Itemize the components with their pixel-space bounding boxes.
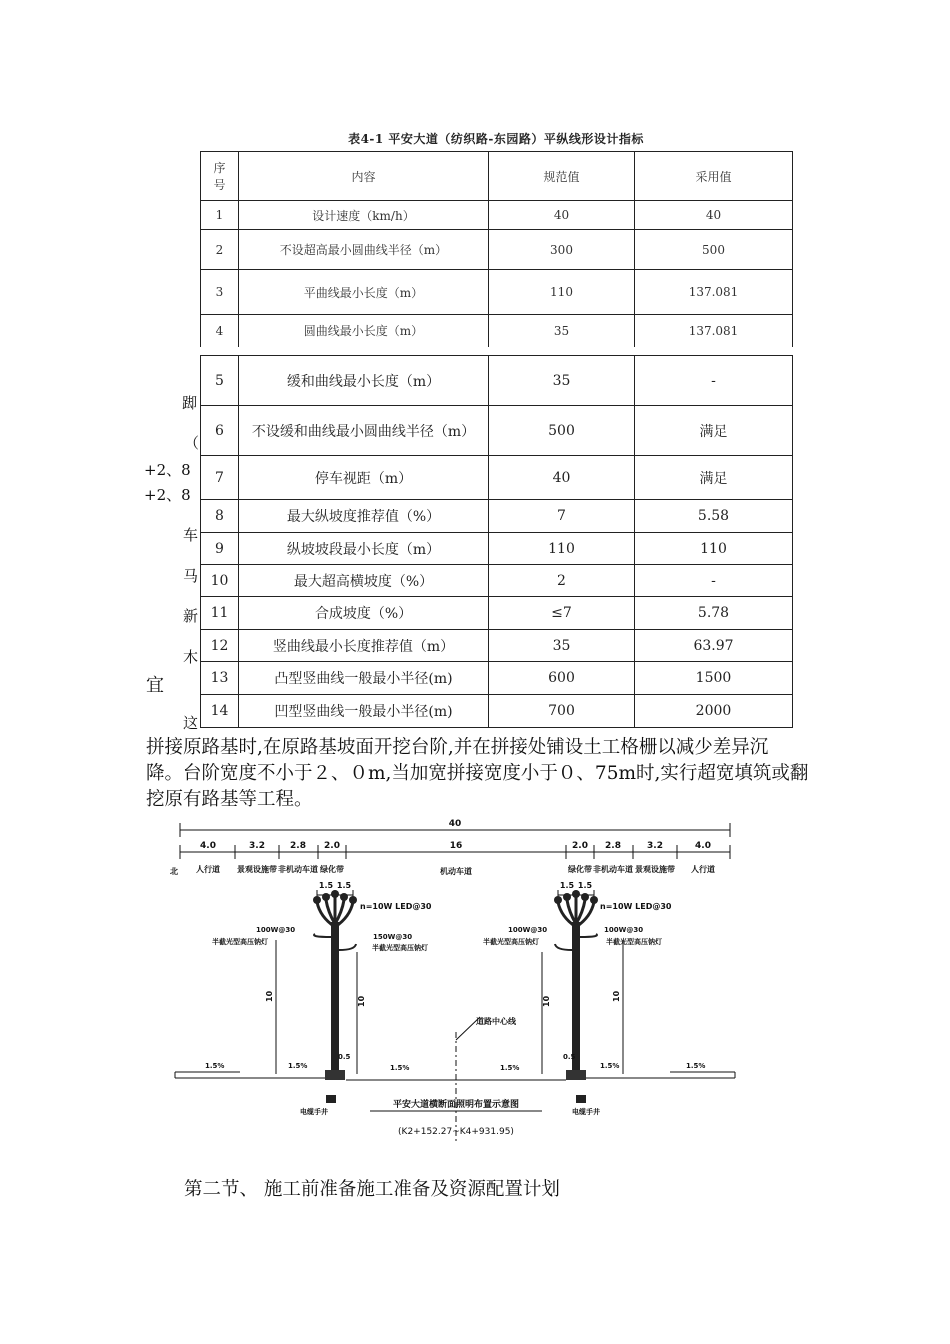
cell-norm: 500: [489, 406, 635, 456]
table-header-row: [201, 152, 793, 201]
dim-segment: 2.8: [605, 841, 621, 851]
cell-no: 12: [201, 630, 239, 662]
cell-no: 11: [201, 597, 239, 630]
body-paragraph: [146, 735, 809, 813]
table-caption: 表4-1 平安大道（纺织路-东园路）平纵线形设计指标: [348, 132, 644, 146]
pole-height: 10: [612, 990, 621, 1002]
cell-content: 不设缓和曲线最小圆曲线半径（m）: [239, 406, 489, 456]
cell-norm: ≤7: [489, 597, 635, 630]
table-row: [201, 630, 793, 662]
side-fragment: 车: [183, 526, 199, 544]
dim-segment: 2.8: [290, 841, 306, 851]
manhole-label: 电缆手井: [572, 1108, 600, 1116]
cell-content: 停车视距（m）: [239, 456, 489, 500]
cell-norm: 700: [489, 695, 635, 728]
cell-norm: 7: [489, 500, 635, 533]
cell-no: 5: [201, 356, 239, 406]
cell-adopt: 1500: [635, 662, 793, 695]
manhole-label: 电缆手井: [300, 1108, 328, 1116]
cell-content: 凹型竖曲线一般最小半径(m): [239, 695, 489, 728]
cell-norm: 40: [489, 201, 635, 230]
cell-content: 合成坡度（%）: [239, 597, 489, 630]
dim-segment: 2.0: [572, 841, 588, 851]
dim-segment: 2.0: [324, 841, 340, 851]
dim-segment: 4.0: [695, 841, 711, 851]
zone-label: 非机动车道: [593, 865, 633, 874]
side-fragment: +2、8: [144, 461, 191, 479]
side-fragment: 踋: [182, 394, 198, 412]
table-row: [201, 406, 793, 456]
zone-label: 景观设施带: [635, 865, 675, 874]
cell-norm: 35: [489, 356, 635, 406]
zone-label: 景观设施带: [237, 865, 277, 874]
dim-segment: 4.0: [200, 841, 216, 851]
pole-height: 10: [357, 995, 366, 1007]
led-label: n=10W LED@30: [360, 902, 432, 911]
slope-label: 1.5%: [500, 1064, 520, 1072]
table-row: [201, 270, 793, 315]
lamp-150-label: 150W@30: [373, 933, 413, 941]
arm-dim: 1.5: [577, 881, 593, 890]
cell-content: 缓和曲线最小长度（m）: [239, 356, 489, 406]
zone-label: 人行道: [691, 865, 715, 874]
side-fragment: 新: [183, 607, 199, 625]
side-fragment: 木: [183, 648, 199, 666]
cell-norm: 110: [489, 533, 635, 565]
header-adopt: 采用值: [635, 152, 793, 201]
dim-segment: 3.2: [249, 841, 265, 851]
cell-norm: 35: [489, 315, 635, 347]
section-heading: 第二节、 施工前准备施工准备及资源配置计划: [184, 1179, 560, 1200]
paragraph-line: 拼接原路基时,在原路基坡面开挖台阶,并在拼接处铺设土工格栅以减少差异沉: [146, 737, 769, 758]
cell-adopt: 5.78: [635, 597, 793, 630]
cell-adopt: 满足: [635, 406, 793, 456]
lamp-desc: 半截光型高压钠灯: [212, 938, 268, 946]
manhole-left: [326, 1095, 336, 1103]
lamp-100-label: 100W@30: [604, 926, 644, 934]
table-row: [201, 500, 793, 533]
table-row: [201, 356, 793, 406]
cell-adopt: 137.081: [635, 315, 793, 347]
header-seq: [201, 152, 239, 201]
zone-label: 人行道: [196, 865, 220, 874]
cell-content: 纵坡坡段最小长度（m）: [239, 533, 489, 565]
header-content: 内容: [239, 152, 489, 201]
pole-height: 10: [265, 990, 274, 1002]
header-norm: 规范值: [489, 152, 635, 201]
dim-segment: 16: [449, 841, 463, 851]
cell-no: 1: [201, 201, 239, 230]
arm-dim: 1.5: [336, 881, 352, 890]
header-seq-line1: 序: [213, 161, 226, 175]
cell-no: 10: [201, 565, 239, 597]
manhole-right: [576, 1095, 586, 1103]
cell-content: 最大纵坡度推荐值（%）: [239, 500, 489, 533]
dim-total: 40: [448, 819, 462, 829]
cell-adopt: 40: [635, 201, 793, 230]
centerline-label: 道路中心线: [476, 1017, 516, 1026]
cell-content: 平曲线最小长度（m）: [239, 270, 489, 315]
table-row: [201, 662, 793, 695]
cell-adopt: 满足: [635, 456, 793, 500]
cell-norm: 300: [489, 230, 635, 270]
side-fragment: 这: [183, 714, 199, 732]
cell-norm: 600: [489, 662, 635, 695]
paragraph-line: 挖原有路基等工程。: [146, 789, 313, 810]
lamp-100-label: 100W@30: [508, 926, 548, 934]
zone-label: 北: [170, 867, 178, 876]
cell-content: 竖曲线最小长度推荐值（m）: [239, 630, 489, 662]
slope-label: 1.5%: [205, 1062, 225, 1070]
lamp-pole-left: [313, 890, 357, 1080]
cell-no: 2: [201, 230, 239, 270]
dim-segment: 3.2: [647, 841, 663, 851]
slope-label: 1.5%: [390, 1064, 410, 1072]
zone-label: 绿化带: [568, 865, 592, 874]
cell-adopt: 5.58: [635, 500, 793, 533]
slope-label: 1.5%: [288, 1062, 308, 1070]
lamp-desc: 半截光型高压钠灯: [606, 938, 662, 946]
cell-content: 凸型竖曲线一般最小半径(m): [239, 662, 489, 695]
cell-content: 不设超高最小圆曲线半径（m）: [239, 230, 489, 270]
cell-no: 8: [201, 500, 239, 533]
side-fragment: （: [184, 434, 200, 452]
table-row: [201, 533, 793, 565]
cross-section-diagram: [160, 812, 760, 1142]
table-row: [201, 597, 793, 630]
slope-label: 1.5%: [686, 1062, 706, 1070]
diagram-title: 平安大道横断面照明布置示意图: [392, 1100, 520, 1110]
cell-no: 7: [201, 456, 239, 500]
table-row: [201, 201, 793, 230]
paragraph-line: 降。台阶宽度不小于２、０m,当加宽拼接宽度小于０、75m时,实行超宽填筑或翻: [146, 763, 809, 784]
led-label: n=10W LED@30: [600, 902, 672, 911]
pole-base: 0.5: [563, 1053, 576, 1061]
lamp-100-label: 100W@30: [256, 926, 296, 934]
cell-adopt: 137.081: [635, 270, 793, 315]
table-row: [201, 315, 793, 347]
zone-label: 绿化带: [320, 865, 344, 874]
pole-height: 10: [542, 995, 551, 1007]
arm-dim: 1.5: [318, 881, 334, 890]
cell-no: 13: [201, 662, 239, 695]
lamp-desc: 半截光型高压钠灯: [483, 938, 539, 946]
cell-content: 圆曲线最小长度（m）: [239, 315, 489, 347]
cell-adopt: 500: [635, 230, 793, 270]
cell-content: 设计速度（km/h）: [239, 201, 489, 230]
cell-no: 3: [201, 270, 239, 315]
cell-adopt: 110: [635, 533, 793, 565]
cell-adopt: -: [635, 356, 793, 406]
table-row: [201, 230, 793, 270]
pole-base: 0.5: [338, 1053, 351, 1061]
cell-content: 最大超高横坡度（%）: [239, 565, 489, 597]
lamp-desc: 半截光型高压钠灯: [372, 944, 428, 952]
diagram-subtitle: (K2+152.27~K4+931.95): [398, 1127, 514, 1137]
cell-no: 14: [201, 695, 239, 728]
header-seq-line2: 号: [213, 178, 226, 192]
side-fragment: 宜: [146, 675, 164, 696]
cell-adopt: -: [635, 565, 793, 597]
cell-norm: 40: [489, 456, 635, 500]
table-row: [201, 695, 793, 728]
side-fragment: +2、8: [144, 486, 191, 504]
cell-norm: 35: [489, 630, 635, 662]
table-row: [201, 456, 793, 500]
cell-no: 9: [201, 533, 239, 565]
cell-adopt: 2000: [635, 695, 793, 728]
cell-norm: 110: [489, 270, 635, 315]
table-row: [201, 565, 793, 597]
lamp-pole-right: [554, 890, 598, 1080]
design-table-bottom: [200, 355, 793, 728]
cell-adopt: 63.97: [635, 630, 793, 662]
cell-norm: 2: [489, 565, 635, 597]
side-fragment: 马: [183, 567, 199, 585]
arm-dim: 1.5: [559, 881, 575, 890]
zone-label: 机动车道: [440, 867, 472, 876]
cell-no: 4: [201, 315, 239, 347]
design-table-top: [200, 151, 793, 347]
zone-label: 非机动车道: [278, 865, 318, 874]
cell-no: 6: [201, 406, 239, 456]
slope-label: 1.5%: [600, 1062, 620, 1070]
